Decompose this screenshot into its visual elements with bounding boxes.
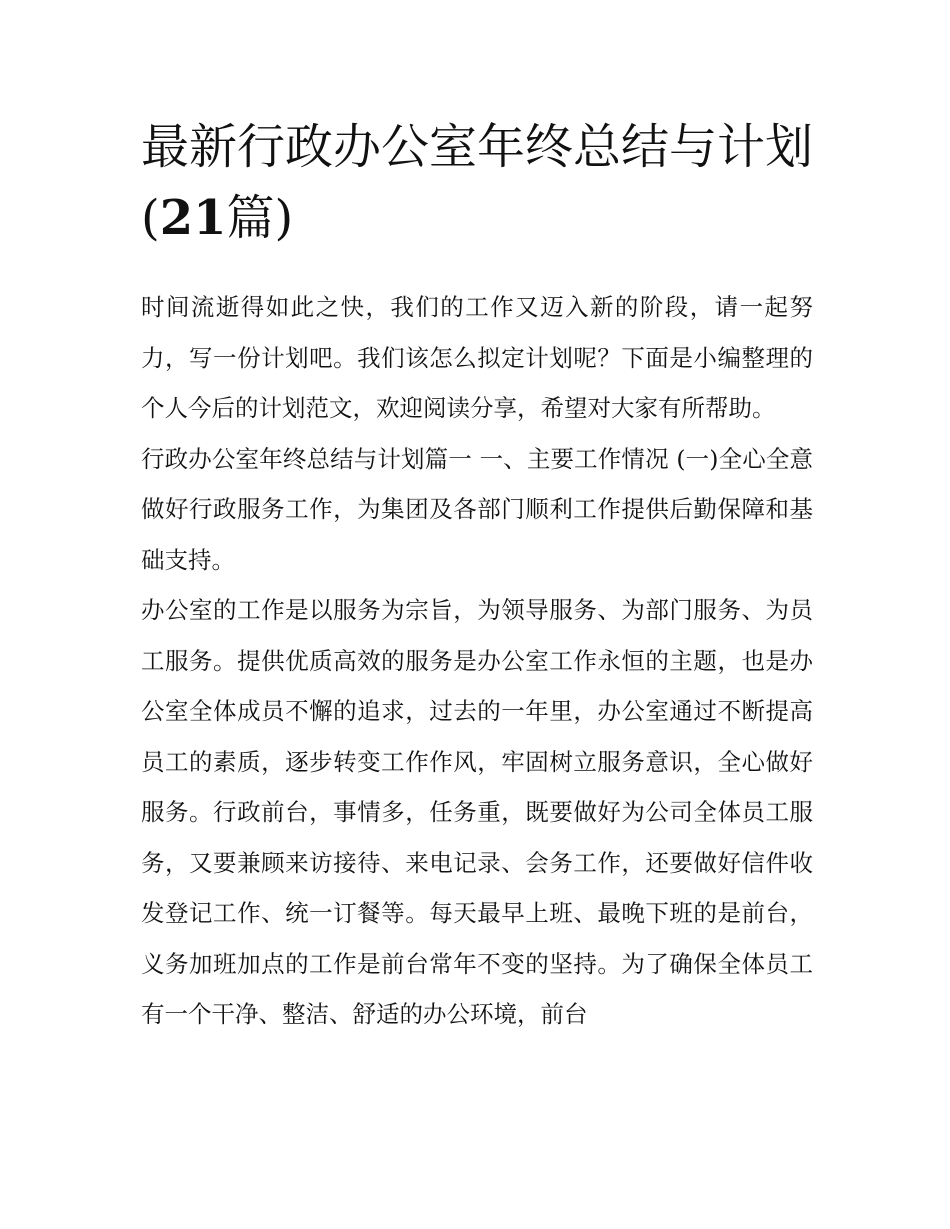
- paragraph-intro: 时间流逝得如此之快，我们的工作又迈入新的阶段，请一起努力，写一份计划吧。我们该怎么拟定计划呢？下面是小编整理的个人今后的计划范文，欢迎阅读分享，希望对大家有所帮助。: [141, 293, 813, 422]
- title-text-part2: 篇): [226, 190, 294, 246]
- document-content: [141, 112, 813, 1040]
- title-text-part1: 最新行政办公室年终总结与计划(: [141, 119, 814, 246]
- paragraph-section-one: 行政办公室年终总结与计划篇一 一、主要工作情况 (一)全心全意做好行政服务工作，为集团及各部门顺利工作提供后勤保障和基础支持。: [141, 444, 813, 574]
- title-number: 21: [159, 190, 227, 246]
- paragraph-office-service: 办公室的工作是以服务为宗旨，为领导服务、为部门服务、为员工服务。提供优质高效的服务是办公室工作永恒的主题，也是办公室全体成员不懈的追求，过去的一年里，办公室通过不断提高员工的素质，逐步转变工作作风，牢固树立服务意识，全心做好服务。行政前台，事情多，任务重，既要做好为公司全体员工服务，又要兼顾来访接待、来电记录、会务工作，还要做好信件收发登记工作、统一订餐等。每天最早上班、最晚下班的是前台，义务加班加点的工作是前台常年不变的坚持。为了确保全体员工有一个干净、整洁、舒适的办公环境，前台: [141, 596, 813, 1028]
- document-title: [141, 112, 813, 254]
